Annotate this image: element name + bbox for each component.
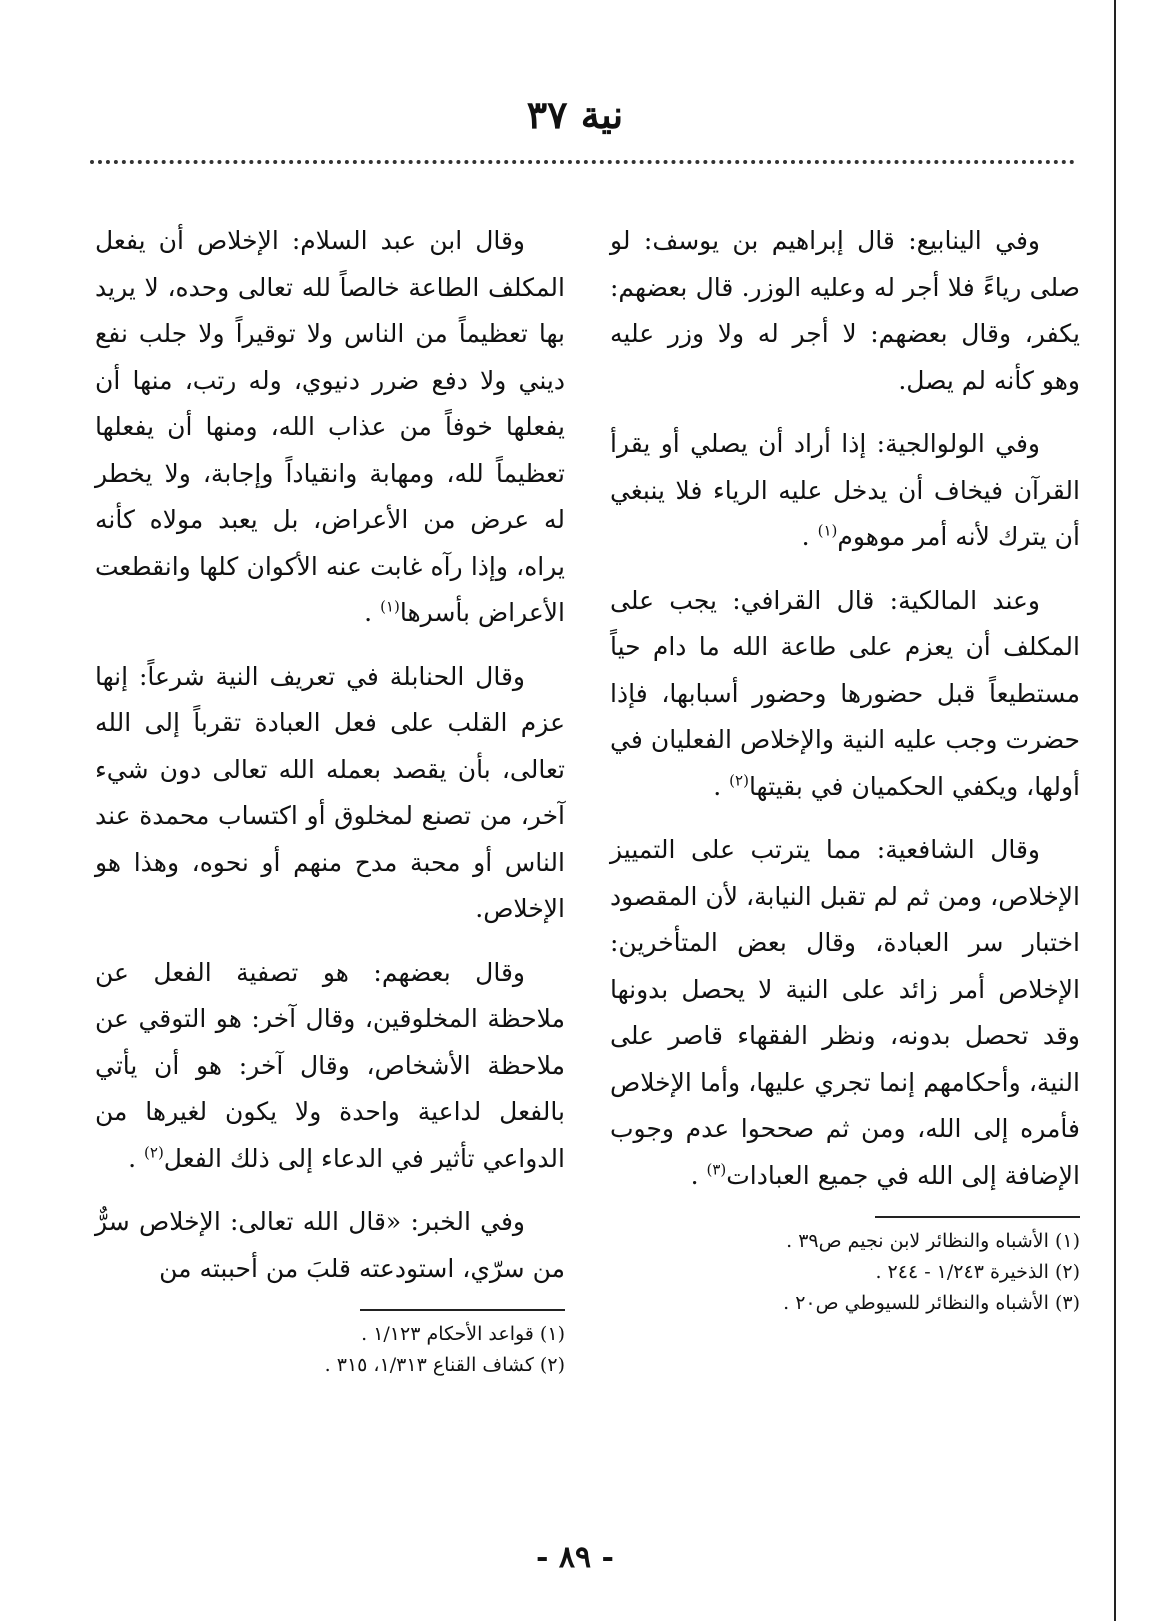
left-column xyxy=(95,218,565,1381)
page-header-title: نية ٣٧ xyxy=(526,92,624,137)
header-dotted-rule xyxy=(90,160,1075,164)
footnote-ref: (١) xyxy=(817,521,838,540)
footnote: (٢) الذخيرة ١/٢٤٣ - ٢٤٤ . xyxy=(875,1261,1080,1283)
paragraph: وفي الخبر: «قال الله تعالى: الإخلاص سرٌّ من سرّي، استودعته قلبَ من أحببته من xyxy=(95,1207,565,1283)
paragraph: وفي الولوالجية: إذا أراد أن يصلي أو يقرأ القرآن فيخاف أن يدخل عليه الرياء فلا ينبغي أن يترك لأنه أمر موهوم$^{(١)}$ . xyxy=(610,429,1080,551)
footnote-separator xyxy=(875,1216,1080,1218)
footnote-ref: (٣) xyxy=(706,1160,727,1179)
footnote-separator xyxy=(360,1309,565,1311)
paragraph: وعند المالكية: قال القرافي: يجب على المكلف أن يعزم على طاعة الله ما دام حياً مستطيعاً قبل حضورها وحضور أسبابها، فإذا حضرت وجب عليه النية والإخلاص الفعليان في أولها، ويكفي الحكميان في بقيتها$^{(٢)}$ . xyxy=(610,585,1080,801)
page-number: - ٨٩ - xyxy=(535,1540,615,1575)
right-column xyxy=(610,218,1080,1319)
page-edge-line xyxy=(1114,0,1116,1621)
footnote-ref: (٢) xyxy=(729,771,749,790)
footnote: (١) قواعد الأحكام ١/١٢٣ . xyxy=(361,1323,565,1345)
footnote: (٣) الأشباه والنظائر للسيوطي ص٢٠ . xyxy=(783,1292,1080,1314)
paragraph: وقال ابن عبد السلام: الإخلاص أن يفعل المكلف الطاعة خالصاً لله تعالى وحده، لا يريد بها تعظيماً من الناس ولا توقيراً ولا جلب نفع ديني ولا دفع ضرر دنيوي، وله رتب، منها أن يفعلها خوفاً من عذاب الله، ومنها أن يفعلها تعظيماً لله، ومهابة وانقياداً وإجابة، ولا يخطر له عرض من الأعراض، بل يعبد مولاه كأنه يراه، وإذا رآه غابت عنه الأكوان كلها وانقطعت الأعراض بأسرها$^{(١)}$ . xyxy=(95,226,565,627)
footnote: (١) الأشباه والنظائر لابن نجيم ص٣٩ . xyxy=(786,1230,1080,1252)
footnotes-list xyxy=(95,1319,565,1381)
paragraph: وقال الحنابلة في تعريف النية شرعاً: إنها عزم القلب على فعل العبادة تقرباً إلى الله تعالى، بأن يقصد بعمله الله تعالى دون شيء آخر، من تصنع لمخلوق أو اكتساب محمدة عند الناس أو محبة مدح منهم أو نحوه، وهذا هو الإخلاص. xyxy=(95,661,565,923)
footnotes-list xyxy=(610,1226,1080,1319)
paragraph: وقال الشافعية: مما يترتب على التمييز الإخلاص، ومن ثم لم تقبل النيابة، لأن المقصود اختبار سر العبادة، وقال بعض المتأخرين: الإخلاص أمر زائد على النية لا يحصل بدونها وقد تحصل بدونه، ونظر الفقهاء قاصر على النية، وأحكامهم إنما تجري عليها، وأما الإخلاص فأمره إلى الله، ومن ثم صححوا عدم وجوب الإضافة إلى الله في جميع العبادات$^{(٣)}$ . xyxy=(610,835,1080,1190)
footnote-ref: (١) xyxy=(380,597,400,616)
footnote: (٢) كشاف القناع ١/٣١٣، ٣١٥ . xyxy=(324,1354,565,1376)
footnote-ref: (٢) xyxy=(144,1143,164,1162)
paragraph: وفي الينابيع: قال إبراهيم بن يوسف: لو صلى رياءً فلا أجر له وعليه الوزر. قال بعضهم: يكفر، وقال بعضهم: لا أجر له ولا وزر عليه وهو كأنه لم يصل. xyxy=(610,226,1080,395)
paragraph: وقال بعضهم: هو تصفية الفعل عن ملاحظة المخلوقين، وقال آخر: هو التوقي عن ملاحظة الأشخاص، وقال آخر: هو أن يأتي بالفعل لداعية واحدة ولا يكون لغيرها من الدواعي تأثير في الدعاء إلى ذلك الفعل$^{(٢)}$ . xyxy=(95,957,565,1173)
